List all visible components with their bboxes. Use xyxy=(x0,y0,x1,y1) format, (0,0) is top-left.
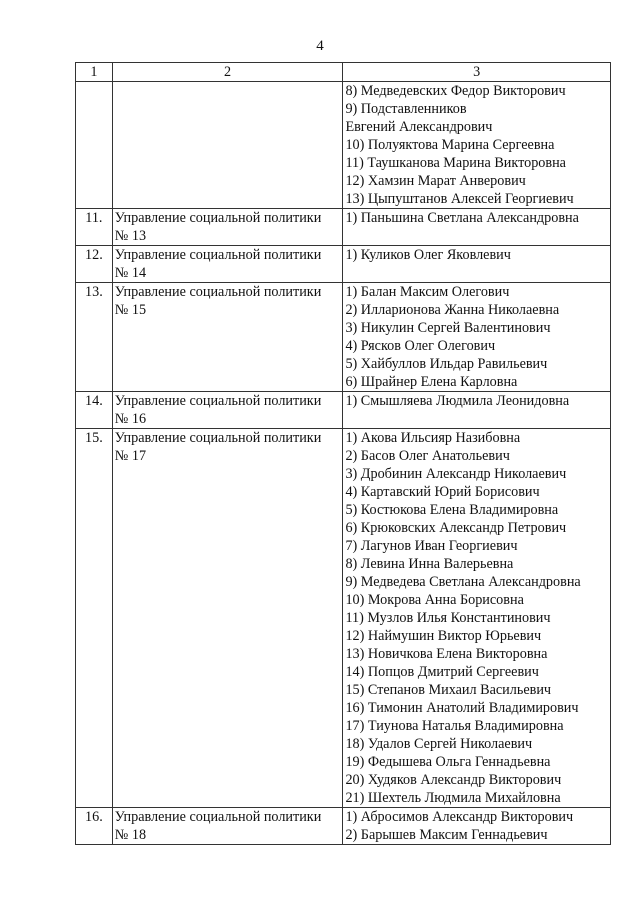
person-entry: 8) Левина Инна Валерьевна xyxy=(345,556,514,572)
people-cell xyxy=(343,392,611,429)
person-entry: 3) Дробинин Александр Николаевич xyxy=(345,466,567,482)
person-entry: 1) Смышляева Людмила Леонидовна xyxy=(345,393,570,409)
person-entry: 18) Удалов Сергей Николаевич xyxy=(345,736,533,752)
person-entry: 17) Тиунова Наталья Владимировна xyxy=(345,718,564,734)
department-cell xyxy=(112,209,343,246)
department-name-line: Управление социальной политики xyxy=(114,210,322,226)
table-row xyxy=(76,283,611,392)
person-entry: 10) Мокрова Анна Борисовна xyxy=(345,592,524,608)
people-cell xyxy=(343,246,611,283)
row-number: 14. xyxy=(76,392,113,429)
department-name-line: № 17 xyxy=(114,448,147,464)
person-entry: 7) Лагунов Иван Георгиевич xyxy=(345,538,518,554)
department-name-line: № 13 xyxy=(114,228,147,244)
table-header-row xyxy=(76,63,611,82)
department-cell xyxy=(112,808,343,845)
people-cell xyxy=(343,283,611,392)
department-cell xyxy=(112,392,343,429)
department-name-line: Управление социальной политики xyxy=(114,393,322,409)
row-number: 15. xyxy=(76,429,113,808)
person-entry: 12) Хамзин Марат Анверович xyxy=(345,173,526,189)
table-row xyxy=(76,808,611,845)
person-entry: 1) Акова Ильсияр Назибовна xyxy=(345,430,521,446)
row-number: 11. xyxy=(76,209,113,246)
people-cell xyxy=(343,209,611,246)
assignment-table xyxy=(75,62,611,845)
people-cell xyxy=(343,82,611,209)
person-entry: 2) Илларионова Жанна Николаевна xyxy=(345,302,560,318)
person-entry: 13) Цыпуштанов Алексей Георгиевич xyxy=(345,191,574,207)
person-entry: 10) Полуяктова Марина Сергеевна xyxy=(345,137,555,153)
people-cell xyxy=(343,429,611,808)
person-entry: Евгений Александрович xyxy=(345,119,493,135)
department-name-line: Управление социальной политики xyxy=(114,284,322,300)
person-entry: 1) Куликов Олег Яковлевич xyxy=(345,247,511,263)
table-row xyxy=(76,429,611,808)
person-entry: 2) Басов Олег Анатольевич xyxy=(345,448,510,464)
person-entry: 11) Музлов Илья Константинович xyxy=(345,610,551,626)
department-name-line: Управление социальной политики xyxy=(114,247,322,263)
department-cell xyxy=(112,283,343,392)
table-row xyxy=(76,392,611,429)
person-entry: 6) Шрайнер Елена Карловна xyxy=(345,374,518,390)
row-number xyxy=(76,82,113,209)
person-entry: 1) Балан Максим Олегович xyxy=(345,284,510,300)
person-entry: 1) Паньшина Светлана Александровна xyxy=(345,210,579,226)
row-number: 16. xyxy=(76,808,113,845)
person-entry: 6) Крюковских Александр Петрович xyxy=(345,520,567,536)
department-cell xyxy=(112,429,343,808)
person-entry: 4) Рясков Олег Олегович xyxy=(345,338,496,354)
person-entry: 3) Никулин Сергей Валентинович xyxy=(345,320,551,336)
page-number: 4 xyxy=(316,38,324,54)
person-entry: 9) Подставленников xyxy=(345,101,467,117)
department-cell xyxy=(112,82,343,209)
department-name-line: № 16 xyxy=(114,411,147,427)
person-entry: 2) Барышев Максим Геннадьевич xyxy=(345,827,548,843)
person-entry: 4) Картавский Юрий Борисович xyxy=(345,484,540,500)
department-name-line: Управление социальной политики xyxy=(114,809,322,825)
person-entry: 8) Медведевских Федор Викторович xyxy=(345,83,566,99)
header-col-1: 1 xyxy=(76,63,113,82)
department-name-line: Управление социальной политики xyxy=(114,430,322,446)
person-entry: 16) Тимонин Анатолий Владимирович xyxy=(345,700,579,716)
header-col-2: 2 xyxy=(112,63,343,82)
department-cell xyxy=(112,246,343,283)
person-entry: 21) Шехтель Людмила Михайловна xyxy=(345,790,561,806)
table-row xyxy=(76,209,611,246)
person-entry: 5) Хайбуллов Ильдар Равильевич xyxy=(345,356,548,372)
person-entry: 15) Степанов Михаил Васильевич xyxy=(345,682,552,698)
person-entry: 14) Попцов Дмитрий Сергеевич xyxy=(345,664,539,680)
person-entry: 1) Абросимов Александр Викторович xyxy=(345,809,574,825)
header-col-3: 3 xyxy=(343,63,611,82)
table-row xyxy=(76,246,611,283)
row-number: 12. xyxy=(76,246,113,283)
person-entry: 13) Новичкова Елена Викторовна xyxy=(345,646,548,662)
department-name-line: № 18 xyxy=(114,827,147,843)
people-cell xyxy=(343,808,611,845)
table-row xyxy=(76,82,611,209)
person-entry: 20) Худяков Александр Викторович xyxy=(345,772,562,788)
department-name-line: № 15 xyxy=(114,302,147,318)
person-entry: 12) Наймушин Виктор Юрьевич xyxy=(345,628,542,644)
person-entry: 9) Медведева Светлана Александровна xyxy=(345,574,581,590)
department-name-line: № 14 xyxy=(114,265,147,281)
person-entry: 19) Федышева Ольга Геннадьевна xyxy=(345,754,551,770)
row-number: 13. xyxy=(76,283,113,392)
person-entry: 11) Таушканова Марина Викторовна xyxy=(345,155,566,171)
person-entry: 5) Костюкова Елена Владимировна xyxy=(345,502,559,518)
